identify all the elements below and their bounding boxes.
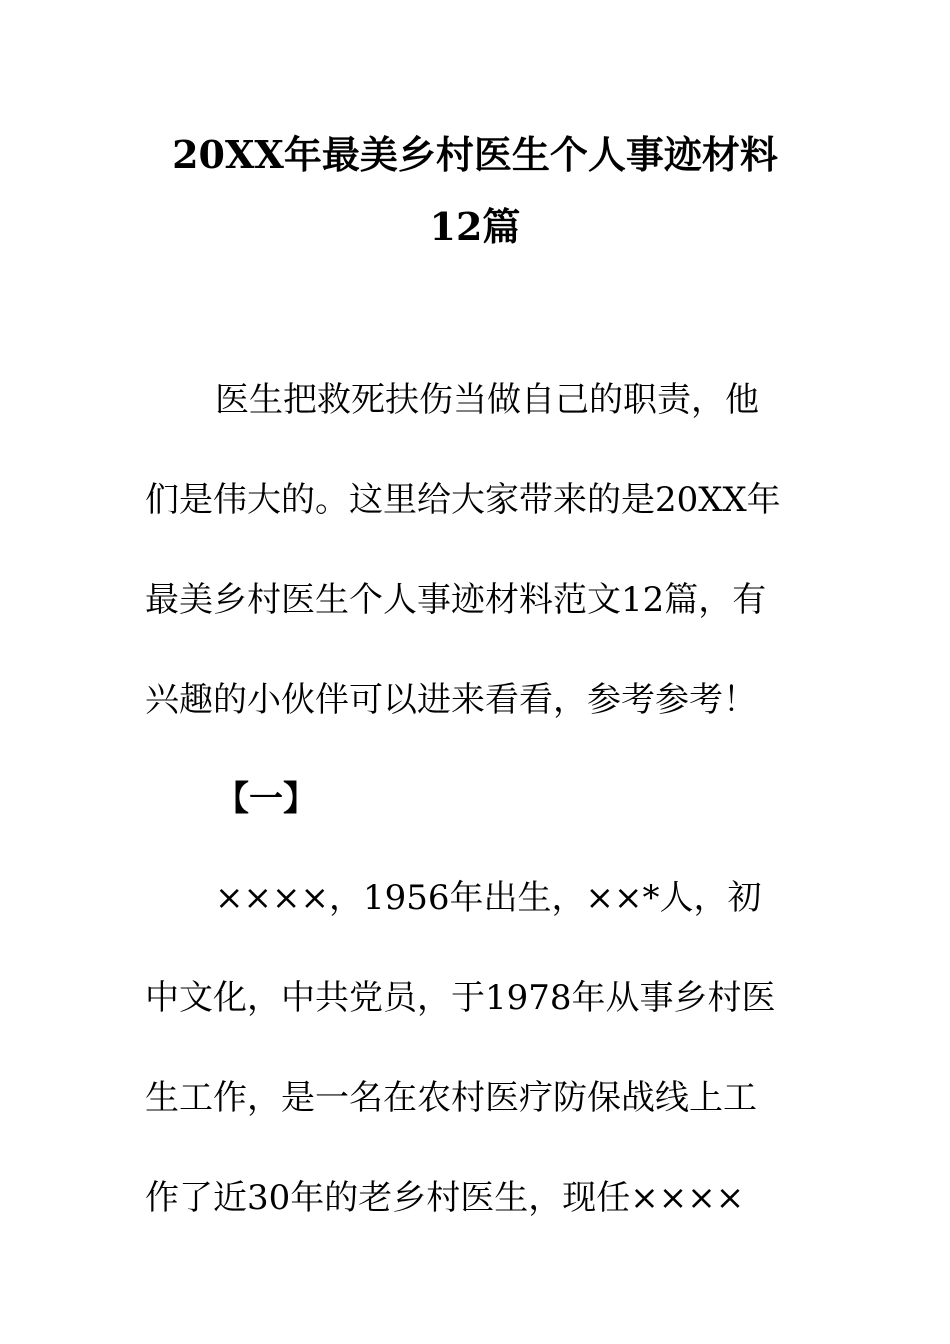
- intro-line-2: 们是伟大的。这里给大家带来的是20XX年: [145, 480, 781, 520]
- intro-line-3: 最美乡村医生个人事迹材料范文12篇，有: [145, 580, 767, 620]
- body-line-3: 生工作，是一名在农村医疗防保战线上工: [145, 1078, 757, 1118]
- intro-line-1: 医生把救死扶伤当做自己的职责，他: [215, 380, 759, 420]
- intro-line-4: 兴趣的小伙伴可以进来看看，参考参考！: [145, 680, 757, 720]
- body-line-1: ××××，1956年出生，××*人，初: [215, 878, 762, 918]
- document-title-line-2: 12篇: [429, 204, 521, 249]
- body-line-4: 作了近30年的老乡村医生，现任××××: [145, 1178, 745, 1218]
- document-title-line-1: 20XX年最美乡村医生个人事迹材料: [172, 132, 778, 177]
- section-heading: 【一】: [215, 779, 317, 819]
- body-line-2: 中文化，中共党员，于1978年从事乡村医: [145, 978, 776, 1018]
